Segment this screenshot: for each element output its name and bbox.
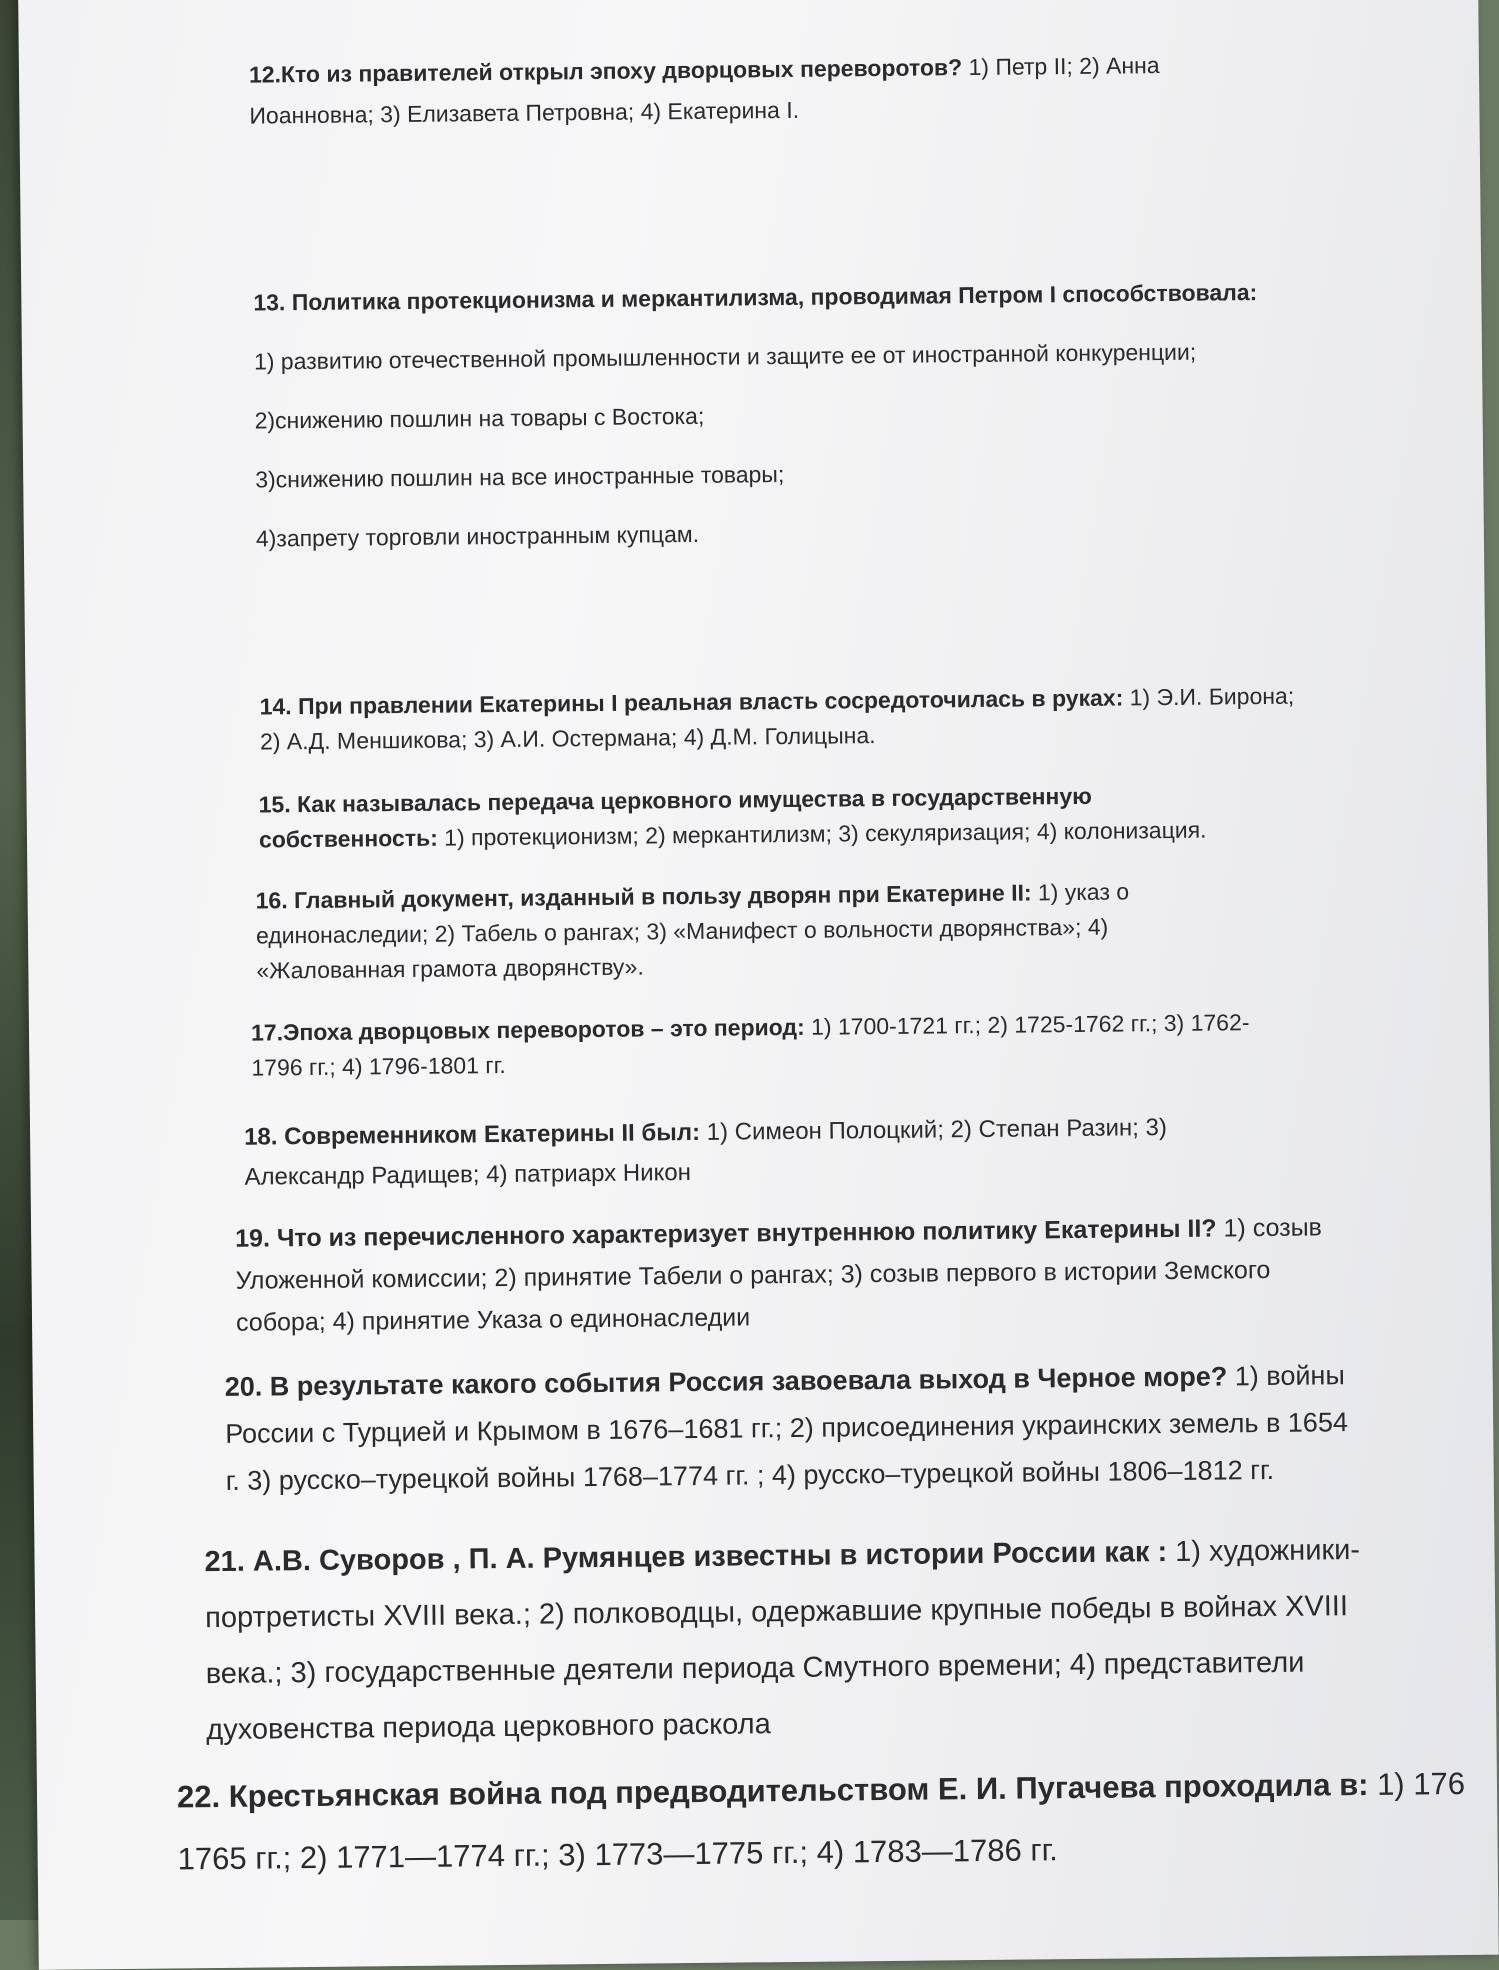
question-line: 18. Современником Екатерины II был: 1) Симеон Полоцкий; 2) Степан Разин; 3) bbox=[243, 1114, 1168, 1151]
question-line: 14. При правлении Екатерины I реальная власть сосредоточилась в руках: 1) Э.И. Бирона; bbox=[259, 682, 1295, 720]
question-line: единонаследии; 2) Табель о рангах; 3) «Манифест о вольности дворянства»; 4) bbox=[255, 913, 1109, 949]
question-line: 1765 гг.; 2) 1771—1774 гг.; 3) 1773—1775 гг.; 4) 1783—1786 гг. bbox=[177, 1832, 1058, 1877]
question-line: г. 3) русско–турецкой войны 1768–1774 гг. ; 4) русско–турецкой войны 1806–1812 гг. bbox=[225, 1454, 1275, 1496]
option-line: 2)снижению пошлин на товары с Востока; bbox=[254, 402, 705, 434]
question-line: России с Турцией и Крымом в 1676–1681 гг.; 2) присоединения украинских земель в 1654 bbox=[225, 1407, 1349, 1449]
question-line: 13. Политика протекционизма и меркантилизма, проводимая Петром I способствовала: bbox=[253, 279, 1258, 316]
question-line: 16. Главный документ, изданный в пользу дворян при Екатерине II: 1) указ о bbox=[255, 878, 1130, 914]
question-line: 12.Кто из правителей открыл эпоху дворцовых переворотов? 1) Петр II; 2) Анна bbox=[248, 52, 1160, 88]
question-line: Уложенной комиссии; 2) принятие Табели о рангах; 3) созыв первого в истории Земского bbox=[235, 1255, 1271, 1295]
question-line: 1796 гг.; 4) 1796-1801 гг. bbox=[251, 1051, 506, 1081]
option-line: 3)снижению пошлин на все иностранные товары; bbox=[255, 461, 785, 493]
question-line: века.; 3) государственные деятели периода Смутного времени; 4) представители bbox=[205, 1646, 1305, 1691]
question-21 bbox=[204, 1522, 1362, 1758]
question-16 bbox=[255, 874, 1130, 988]
question-line: 21. А.В. Суворов , П. А. Румянцев известны в истории России как : 1) художники- bbox=[204, 1534, 1361, 1579]
question-line: собственность: 1) протекционизм; 2) меркантилизм; 3) секуляризация; 4) колонизация. bbox=[258, 816, 1207, 853]
question-line: «Жалованная грамота дворянству». bbox=[256, 953, 644, 984]
question-13 bbox=[253, 275, 1260, 556]
question-20 bbox=[225, 1352, 1349, 1505]
question-22 bbox=[177, 1753, 1466, 1890]
question-19 bbox=[235, 1206, 1323, 1343]
question-line: 15. Как называлась передача церковного имущества в государственную bbox=[258, 782, 1092, 818]
paper-sheet bbox=[18, 0, 1499, 1970]
option-line: 4)запрету торговли иностранным купцам. bbox=[255, 520, 700, 552]
question-line: 2) А.Д. Меншикова; 3) А.И. Остермана; 4) Д.М. Голицына. bbox=[259, 722, 876, 755]
question-12 bbox=[249, 48, 1160, 134]
question-18 bbox=[244, 1108, 1168, 1198]
question-line: портретисты XVIII века.; 2) полководцы, одержавшие крупные победы в войнах XVIII bbox=[204, 1590, 1349, 1635]
option-line: 1) развитию отечественной промышленности и защите ее от иностранной конкуренции; bbox=[253, 338, 1197, 375]
question-line: 17.Эпоха дворцовых переворотов – это период: 1) 1700-1721 гг.; 2) 1725-1762 гг.; 3) 1762- bbox=[250, 1009, 1250, 1046]
question-line: 22. Крестьянская война под предводительством Е. И. Пугачева проходила в: 1) 176 bbox=[176, 1765, 1466, 1815]
question-line: 20. В результате какого события Россия завоевала выход в Черное море? 1) войны bbox=[224, 1360, 1345, 1402]
question-line: Александр Радищев; 4) патриарх Никон bbox=[244, 1159, 692, 1191]
question-17 bbox=[251, 1005, 1250, 1085]
question-line: собора; 4) принятие Указа о единонаследии bbox=[235, 1303, 751, 1337]
question-line: духовенства периода церковного раскола bbox=[206, 1708, 771, 1747]
question-15 bbox=[258, 778, 1206, 858]
question-line: Иоанновна; 3) Елизавета Петровна; 4) Екатерина I. bbox=[249, 96, 800, 129]
question-14 bbox=[259, 679, 1294, 760]
question-line: 19. Что из перечисленного характеризует внутреннюю политику Екатерины II? 1) созыв bbox=[235, 1213, 1323, 1253]
